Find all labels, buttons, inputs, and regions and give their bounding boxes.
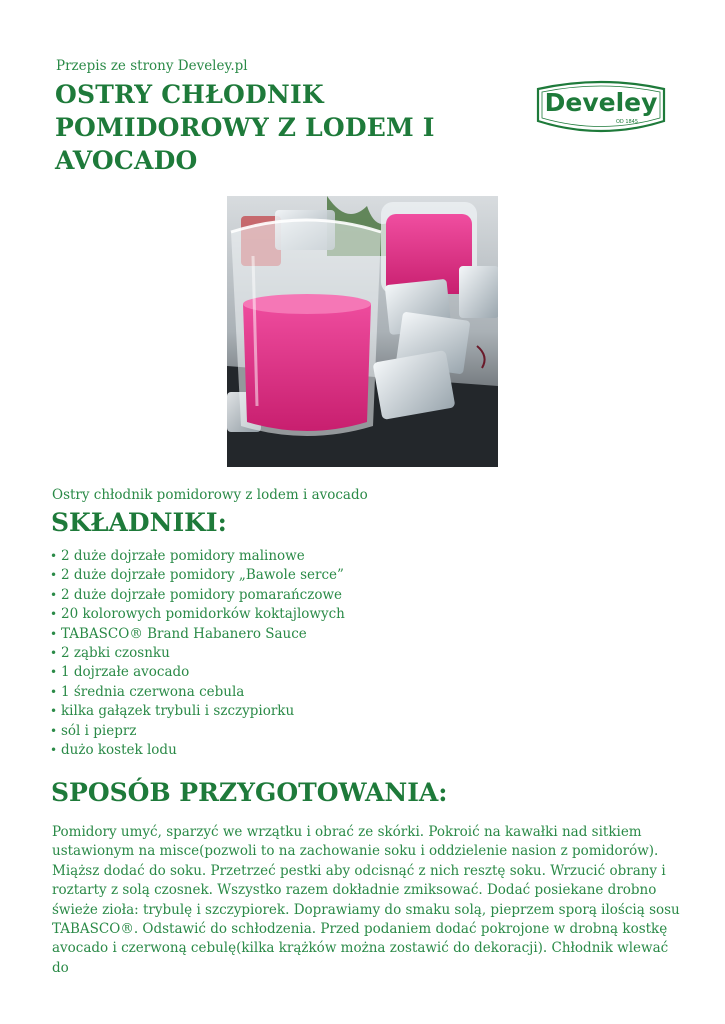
ingredient-item: • kilka gałązek trybuli i szczypiorku: [50, 702, 345, 721]
photo-caption: Ostry chłodnik pomidorowy z lodem i avocado: [52, 487, 368, 503]
ingredient-item: • sól i pieprz: [50, 722, 345, 741]
develey-logo: [532, 77, 670, 139]
recipe-title: OSTRY CHŁODNIK POMIDOROWY Z LODEM I AVOCADO: [55, 80, 435, 175]
ingredients-heading: SKŁADNIKI:: [51, 508, 227, 537]
ingredient-item: • 2 duże dojrzałe pomidory malinowe: [50, 547, 345, 566]
method-heading: SPOSÓB PRZYGOTOWANIA:: [51, 778, 448, 807]
ingredient-item: • 2 ząbki czosnku: [50, 644, 345, 663]
ingredient-item: • dużo kostek lodu: [50, 741, 345, 760]
ingredient-item: • 1 dojrzałe avocado: [50, 663, 345, 682]
source-line: Przepis ze strony Develey.pl: [56, 58, 248, 74]
logo-since-text: OD 1845: [615, 119, 639, 125]
recipe-photo: [227, 196, 498, 467]
method-text: Pomidory umyć, sparzyć we wrzątku i obrać ze skórki. Pokroić na kawałki nad sitkiem ustawionym na misce(pozwoli to na zachowanie soku i oddzielenie nasion z pomidorów). Miąższ dodać do soku. Przetrzeć pestki aby odcisnąć z nich resztę soku. Wrzucić obrany i roztarty z solą czosnek. Wszystko razem dokładnie zmiksować. Dodać posiekane drobno świeże zioła: trybulę i szczypiorek. Doprawiamy do smaku solą, pieprzem sporą ilością sosu TABASCO®. Odstawić do schłodzenia. Przed podaniem dodać pokrojone w drobną kostkę avocado i czerwoną cebulę(kilka krążków można zostawić do dekoracji). Chłodnik wlewać do: [52, 824, 680, 976]
ingredient-item: • 20 kolorowych pomidorków koktajlowych: [50, 605, 345, 624]
logo-brand-text: Develey: [544, 88, 658, 117]
ingredients-list: [50, 547, 345, 760]
ingredient-item: • 2 duże dojrzałe pomidory „Bawole serce”: [50, 566, 345, 585]
ingredient-item: • 2 duże dojrzałe pomidory pomarańczowe: [50, 586, 345, 605]
ingredient-item: • TABASCO® Brand Habanero Sauce: [50, 625, 345, 644]
ingredient-item: • 1 średnia czerwona cebula: [50, 683, 345, 702]
